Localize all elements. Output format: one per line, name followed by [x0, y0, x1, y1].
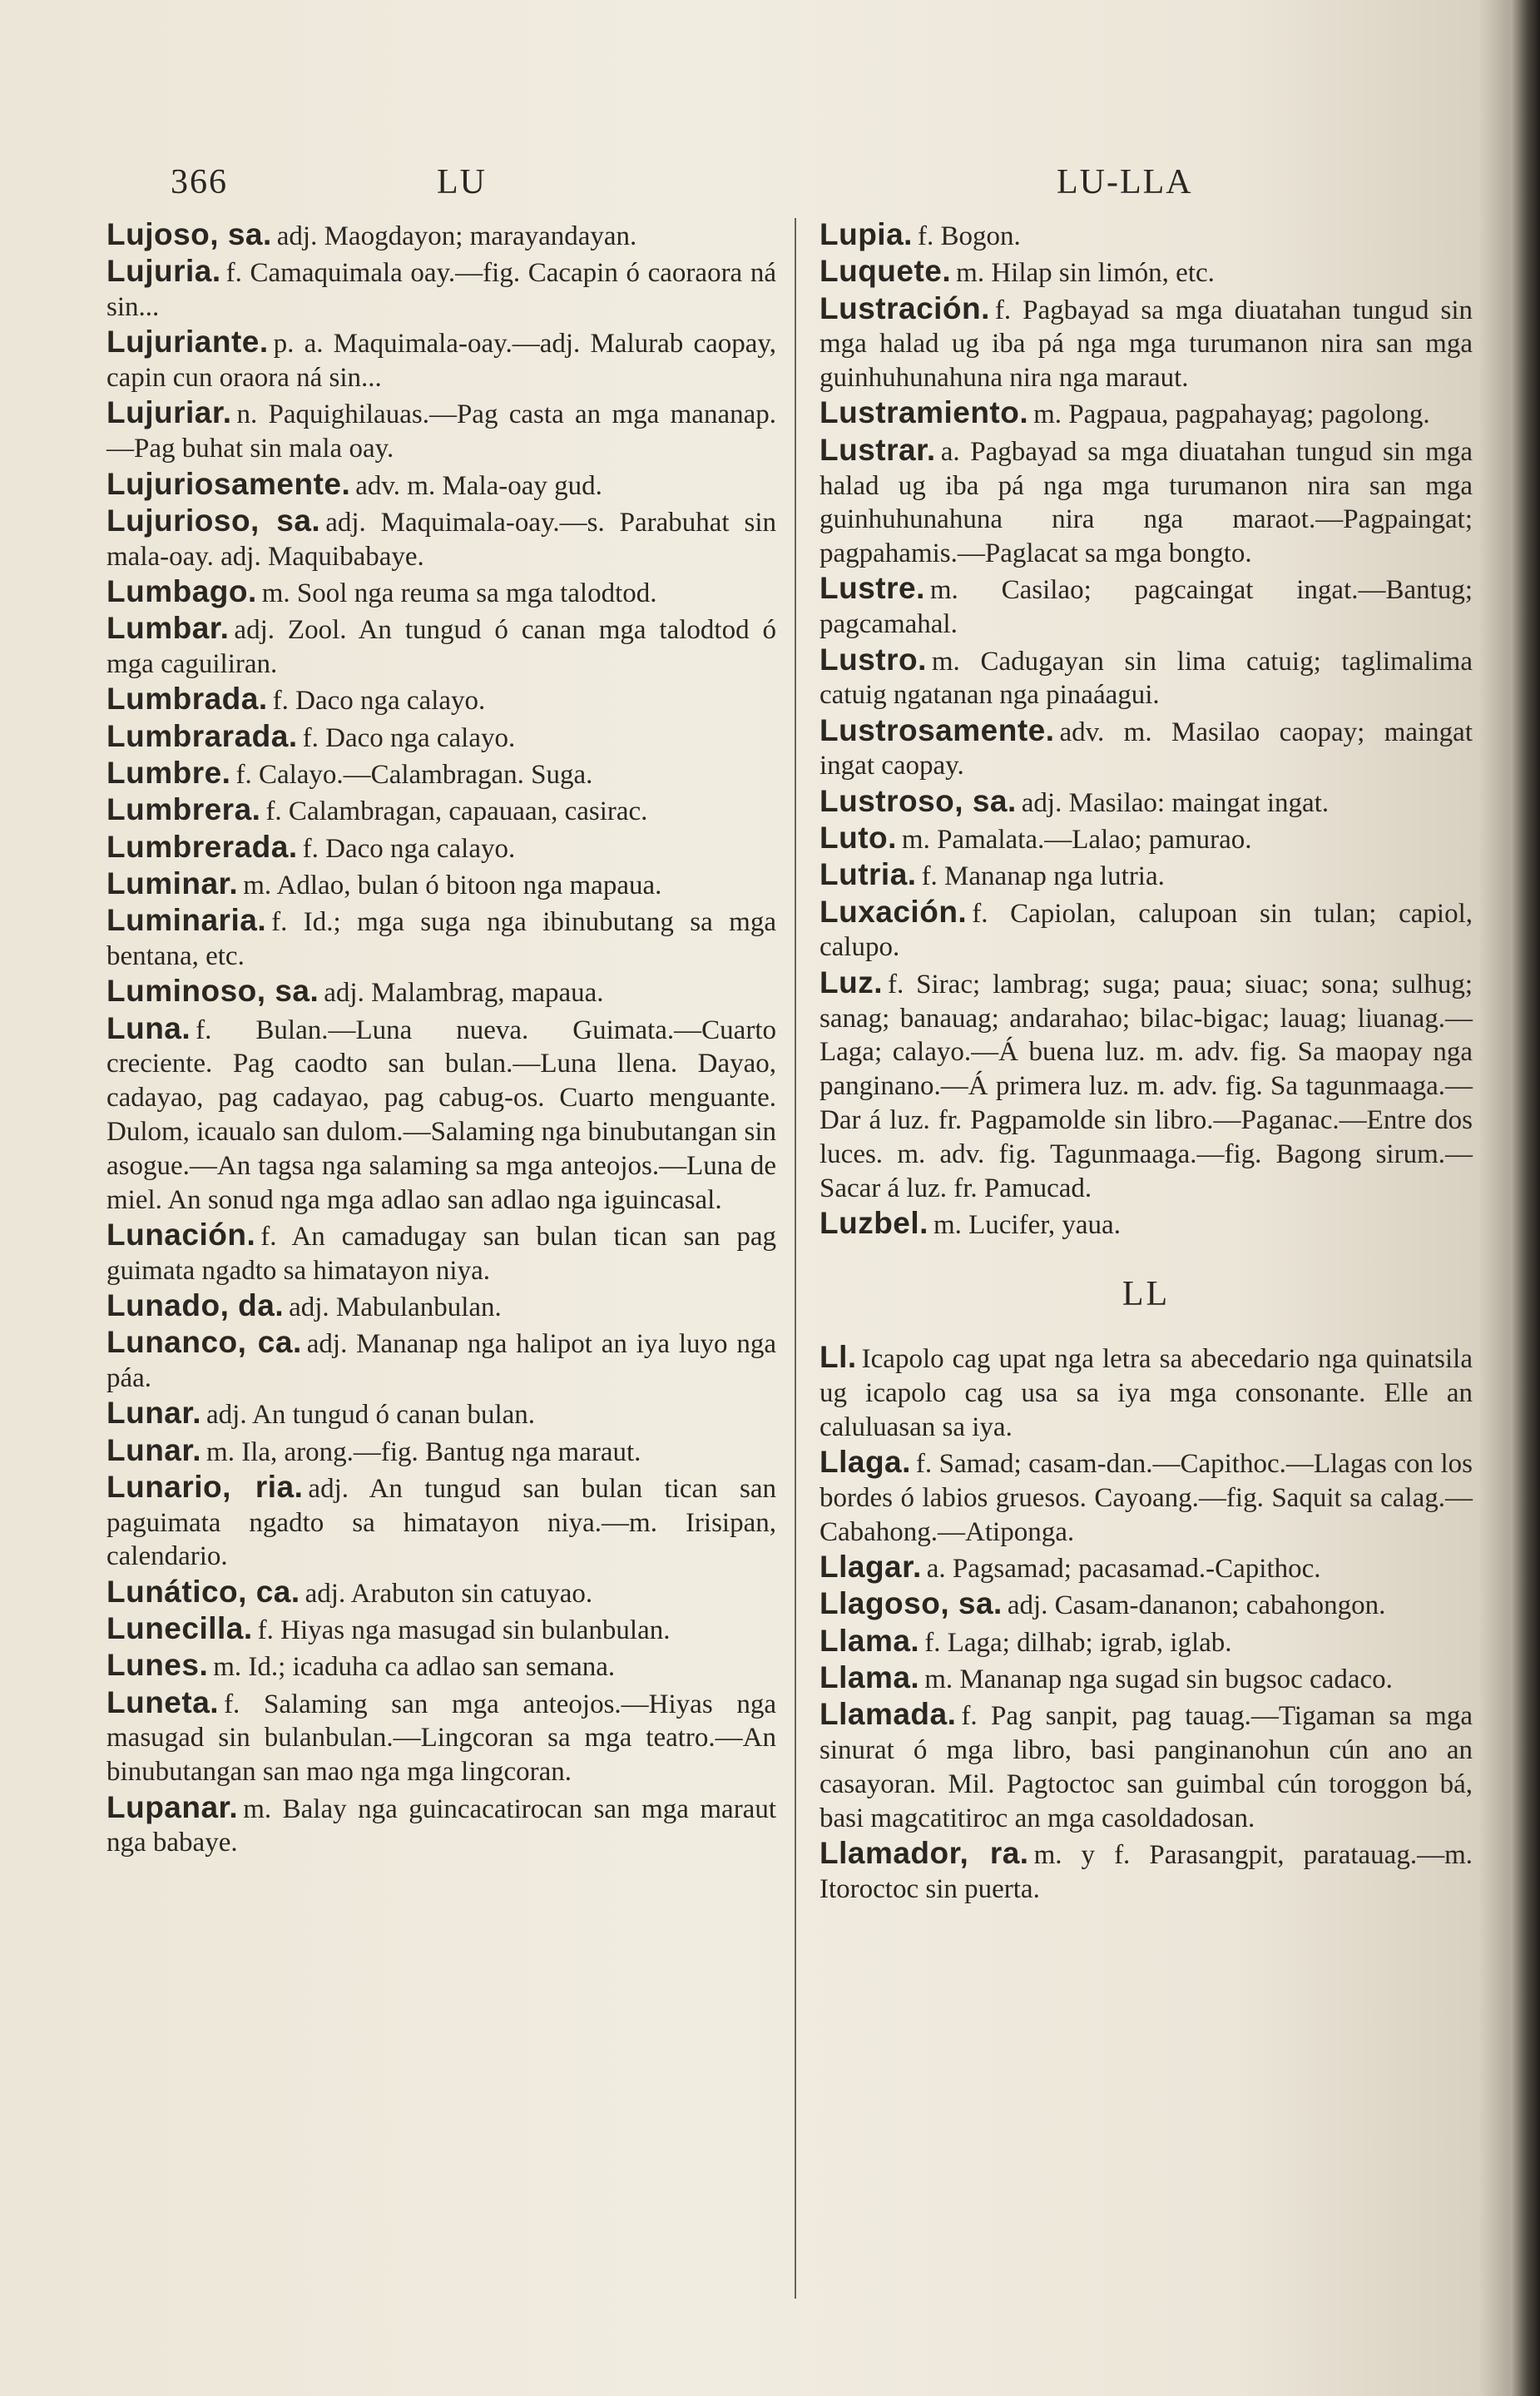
dictionary-entry — [106, 1649, 776, 1684]
entry-definition: m. Lucifer, yaua. — [933, 1209, 1121, 1240]
dictionary-entry — [820, 255, 1473, 290]
dictionary-entry — [820, 434, 1473, 571]
dictionary-entry — [820, 966, 1473, 1206]
right-column-lu-entries — [820, 218, 1473, 1243]
left-running-head: LU — [437, 163, 487, 201]
dictionary-entry — [820, 396, 1473, 432]
dictionary-entry — [106, 867, 776, 903]
entry-headword: Luz. — [820, 965, 883, 1000]
dictionary-entry — [106, 1434, 776, 1470]
entry-definition: a. Pagbayad sa mga diuatahan tungud sin mga halad ug iba pá nga mga turumanon nira san mga guinhuhunahuna nira nga maraot.—Pagpaingat; pagpahamis.—Paglacat sa mga bongto. — [820, 436, 1473, 569]
entry-headword: Luneta. — [106, 1684, 220, 1719]
entry-definition: adj. Malambrag, mapaua. — [324, 978, 604, 1009]
entry-headword: Luto. — [820, 821, 897, 856]
dictionary-entry — [106, 612, 776, 682]
entry-definition: f. Calayo.—Calambragan. Suga. — [235, 759, 593, 790]
right-column-ll-entries — [820, 1341, 1473, 1906]
entry-definition: adj. Arabuton sin catuyao. — [305, 1578, 593, 1609]
entry-definition: a. Pagsamad; pacasamad.-Capithoc. — [926, 1554, 1321, 1585]
entry-definition: f. Daco nga calayo. — [272, 686, 486, 717]
dictionary-entry — [106, 396, 776, 466]
dictionary-entry — [106, 575, 776, 611]
entry-headword: Lustroso, sa. — [820, 783, 1017, 818]
entry-definition: adj. Zool. An tungud ó canan mga talodtod ó mga caguiliran. — [106, 615, 776, 680]
entry-headword: Lunar. — [106, 1396, 202, 1431]
page-edge-shadow — [1510, 0, 1540, 2396]
entry-headword: Lunanco, ca. — [106, 1325, 302, 1360]
dictionary-entry — [106, 1396, 776, 1432]
dictionary-entry — [106, 1612, 776, 1648]
entry-headword: Lunario, ria. — [106, 1469, 304, 1504]
dictionary-entry — [106, 831, 776, 866]
entry-headword: Lustramiento. — [820, 395, 1029, 430]
column-divider — [795, 218, 796, 2299]
dictionary-entry — [106, 468, 776, 504]
dictionary-entry — [106, 793, 776, 829]
section-letter-heading: LL — [1122, 1274, 1171, 1313]
entry-headword: Lumbrera. — [106, 792, 261, 827]
entry-headword: Llagoso, sa. — [820, 1586, 1003, 1621]
entry-definition: f. Camaquimala oay.—fig. Cacapin ó caoraora ná sin... — [106, 258, 776, 323]
entry-headword: Llama. — [820, 1660, 920, 1695]
entry-headword: Luna. — [106, 1010, 191, 1045]
entry-headword: Llama. — [820, 1623, 920, 1658]
entry-definition: f. Pagbayad sa mga diuatahan tungud sin mga halad ug iba pá nga mga turumanon nira san mga guinhuhunahuna nira nga maraut. — [820, 295, 1473, 394]
dictionary-entry — [106, 1575, 776, 1611]
entry-definition: m. Pamalata.—Lalao; pamurao. — [901, 825, 1252, 856]
entry-definition: p. a. Maquimala-oay.—adj. Malurab caopay, capin cun oraora ná sin... — [106, 329, 776, 394]
entry-definition: m. Adlao, bulan ó bitoon nga mapaua. — [243, 870, 662, 900]
entry-headword: Lustre. — [820, 571, 925, 606]
entry-definition: adj. Maquimala-oay.—s. Parabuhat sin mala-oay. adj. Maquibabaye. — [106, 507, 776, 572]
entry-definition: n. Paquighilauas.—Pag casta an mga mananap.—Pag buhat sin mala oay. — [106, 399, 776, 464]
entry-definition: adj. Casam-dananon; cabahongon. — [1007, 1590, 1386, 1621]
entry-headword: Lujurioso, sa. — [106, 503, 321, 538]
entry-definition: m. Mananap nga sugad sin bugsoc cadaco. — [924, 1664, 1393, 1695]
dictionary-entry — [106, 218, 776, 254]
dictionary-entry — [820, 714, 1473, 784]
page-number: 366 — [171, 163, 228, 201]
entry-headword: Lujuriante. — [106, 325, 269, 360]
entry-definition: m. Casilao; pagcaingat ingat.—Bantug; pagcamahal. — [820, 575, 1473, 640]
entry-headword: Lujuriar. — [106, 395, 232, 430]
entry-headword: Lunado, da. — [106, 1287, 285, 1322]
dictionary-entry — [106, 1791, 776, 1861]
entry-definition: f. Salaming san mga anteojos.—Hiyas nga masugad sin bulanbulan.—Lingcoran sa mga teatro.—An binubutangan san mao nga mga lingcoran. — [106, 1689, 776, 1788]
entry-definition: adj. Maogdayon; marayandayan. — [276, 221, 637, 251]
dictionary-entry — [106, 255, 776, 325]
dictionary-entry — [820, 1587, 1473, 1623]
entry-headword: Luminaria. — [106, 903, 267, 938]
entry-definition: m. Ila, arong.—fig. Bantug nga maraut. — [206, 1436, 641, 1467]
entry-headword: Lumbar. — [106, 611, 230, 646]
dictionary-entry — [820, 1698, 1473, 1835]
entry-headword: Luminoso, sa. — [106, 974, 319, 1009]
dictionary-entry — [820, 1625, 1473, 1660]
entry-headword: Lumbrarada. — [106, 718, 298, 753]
entry-definition: m. Id.; icaduha ca adlao san semana. — [213, 1652, 616, 1683]
entry-headword: Llamador, ra. — [820, 1836, 1029, 1871]
left-column — [106, 218, 776, 1862]
entry-headword: Lustrosamente. — [820, 712, 1055, 747]
dictionary-entry — [820, 572, 1473, 642]
entry-definition: f. Samad; casam-dan.—Capithoc.—Llagas con los bordes ó labios gruesos. Cayoang.—fig. Saquit sa calag.—Cabahong.—Atiponga. — [820, 1449, 1473, 1547]
entry-headword: Lumbrerada. — [106, 829, 298, 864]
entry-headword: Llamada. — [820, 1697, 957, 1732]
dictionary-entry — [820, 1207, 1473, 1243]
entry-definition: adv. m. Masilao caopay; maingat ingat caopay. — [820, 717, 1473, 781]
entry-headword: Lutria. — [820, 857, 917, 892]
entry-headword: Lupia. — [820, 217, 913, 251]
entry-definition: f. Daco nga calayo. — [302, 722, 516, 753]
entry-definition: m. Balay nga guincacatirocan san mga maraut nga babaye. — [106, 1793, 776, 1858]
dictionary-entry — [820, 785, 1473, 821]
entry-headword: Lustro. — [820, 642, 927, 677]
dictionary-entry — [820, 1661, 1473, 1697]
dictionary-entry — [106, 904, 776, 974]
entry-headword: Llagar. — [820, 1550, 922, 1585]
right-running-head: LU-LLA — [1057, 163, 1193, 201]
entry-headword: Luzbel. — [820, 1205, 928, 1240]
entry-definition: f. Hiyas nga masugad sin bulanbulan. — [257, 1615, 671, 1646]
dictionary-entry — [106, 757, 776, 792]
entry-headword: Lunación. — [106, 1217, 256, 1252]
entry-headword: Lujuriosamente. — [106, 466, 351, 501]
dictionary-entry — [820, 1446, 1473, 1549]
dictionary-entry — [820, 895, 1473, 965]
entry-headword: Lujuria. — [106, 254, 221, 289]
dictionary-entry — [106, 975, 776, 1010]
entry-definition: f. Id.; mga suga nga ibinubutang sa mga bentana, etc. — [106, 907, 776, 971]
entry-headword: Luminar. — [106, 866, 239, 900]
entry-definition: f. Sirac; lambrag; suga; paua; siuac; sona; sulhug; sanag; banauag; andarahao; bilac-bigac; lauag; liuanag.—Laga; calayo.—Á buena luz. m. adv. fig. Sa maopay nga panginano.—Á primera luz. m. adv. fig. Sa tagunmaaga.—Dar á luz. fr. Pagpamolde sin libro.—Paganac.—Entre dos luces. m. adv. fig. Tagunmaaga.—fig. Bagong sirum.—Sacar á luz. fr. Pamucad. — [820, 969, 1473, 1203]
dictionary-entry — [106, 325, 776, 395]
entry-definition: adj. Mabulanbulan. — [289, 1292, 502, 1322]
entry-definition: f. Daco nga calayo. — [302, 833, 516, 864]
dictionary-entry — [820, 1341, 1473, 1444]
entry-definition: adj. An tungud san bulan tican san paguimata ngadto sa himatayon niya.—m. Irisipan, calendario. — [106, 1473, 777, 1572]
entry-headword: Lustrar. — [820, 432, 936, 467]
entry-headword: Ll. — [820, 1340, 857, 1375]
entry-definition: adj. Mananap nga halipot an iya luyo nga páa. — [106, 1329, 776, 1393]
dictionary-entry — [106, 1326, 776, 1396]
dictionary-entry — [106, 682, 776, 718]
entry-headword: Lumbrada. — [106, 682, 268, 717]
entry-headword: Lunecilla. — [106, 1611, 253, 1646]
dictionary-entry — [106, 1289, 776, 1325]
entry-definition: adv. m. Mala-oay gud. — [355, 470, 602, 501]
entry-definition: adj. An tungud ó canan bulan. — [206, 1400, 536, 1431]
entry-definition: f. Bogon. — [917, 221, 1021, 251]
entry-definition: Icapolo cag upat nga letra sa abecedario nga quinatsila ug icapolo cag usa sa iya mga consonante. Elle an caluluasan sa iya. — [820, 1344, 1473, 1442]
dictionary-entry — [106, 1218, 776, 1288]
dictionary-entry — [820, 858, 1473, 894]
entry-definition: m. Hilap sin limón, etc. — [956, 258, 1215, 289]
dictionary-entry — [820, 292, 1473, 395]
dictionary-entry — [820, 218, 1473, 254]
entry-definition: f. An camadugay san bulan tican san pag guimata ngadto sa himatayon niya. — [106, 1221, 776, 1286]
dictionary-entry — [106, 1686, 776, 1789]
entry-headword: Lunático, ca. — [106, 1574, 300, 1609]
dictionary-entry — [106, 504, 776, 574]
entry-headword: Lustración. — [820, 290, 990, 325]
entry-definition: f. Mananap nga lutria. — [921, 861, 1165, 892]
entry-definition: f. Pag sanpit, pag tauag.—Tigaman sa mga sinurat ó mga libro, basi panginanohun cún ano an casayoran. Mil. Pagtoctoc san guimbal cún toroggon bá, basi magcatitiroc an mga casoldadosan. — [820, 1701, 1473, 1833]
entry-definition: f. Capiolan, calupoan sin tulan; capiol, calupo. — [820, 898, 1473, 963]
dictionary-entry — [820, 1837, 1473, 1907]
entry-definition: m. Cadugayan sin lima catuig; taglimalima catuig ngatanan nga pinaáagui. — [820, 646, 1473, 711]
right-column — [820, 218, 1473, 1907]
entry-definition: f. Laga; dilhab; igrab, iglab. — [924, 1627, 1232, 1658]
entry-headword: Lunes. — [106, 1648, 209, 1683]
dictionary-entry — [106, 1471, 776, 1574]
entry-headword: Lumbago. — [106, 573, 257, 608]
entry-headword: Luquete. — [820, 254, 952, 289]
entry-headword: Lunar. — [106, 1432, 202, 1467]
dictionary-entry — [106, 720, 776, 756]
entry-headword: Luxación. — [820, 894, 968, 929]
page-header — [0, 162, 1540, 212]
dictionary-entry — [820, 1550, 1473, 1586]
entry-headword: Llaga. — [820, 1445, 911, 1480]
entry-headword: Lumbre. — [106, 755, 231, 790]
dictionary-entry — [820, 821, 1473, 857]
entry-definition: adj. Masilao: maingat ingat. — [1021, 787, 1330, 818]
entry-definition: f. Calambragan, capauaan, casirac. — [265, 796, 648, 827]
entry-headword: Lupanar. — [106, 1789, 239, 1824]
dictionary-entry — [820, 643, 1473, 713]
entry-definition: m. Pagpaua, pagpahayag; pagolong. — [1033, 399, 1430, 430]
entry-definition: m. Sool nga reuma sa mga talodtod. — [261, 578, 657, 608]
dictionary-entry — [106, 1012, 776, 1218]
entry-definition: m. y f. Parasangpit, paratauag.—m. Itoroctoc sin puerta. — [820, 1840, 1473, 1904]
entry-definition: f. Bulan.—Luna nueva. Guimata.—Cuarto creciente. Pag caodto san bulan.—Luna llena. Dayao, cadayao, pag cadayao, pag cabug-os. Cuarto menguante. Dulom, icaualo san dulom.—Salaming nga binubutangan sin asogue.—An tagsa nga salaming sa mga anteojos.—Luna de miel. An sonud nga mga adlao san adlao nga iguincasal. — [106, 1014, 776, 1215]
entry-headword: Lujoso, sa. — [106, 217, 272, 251]
